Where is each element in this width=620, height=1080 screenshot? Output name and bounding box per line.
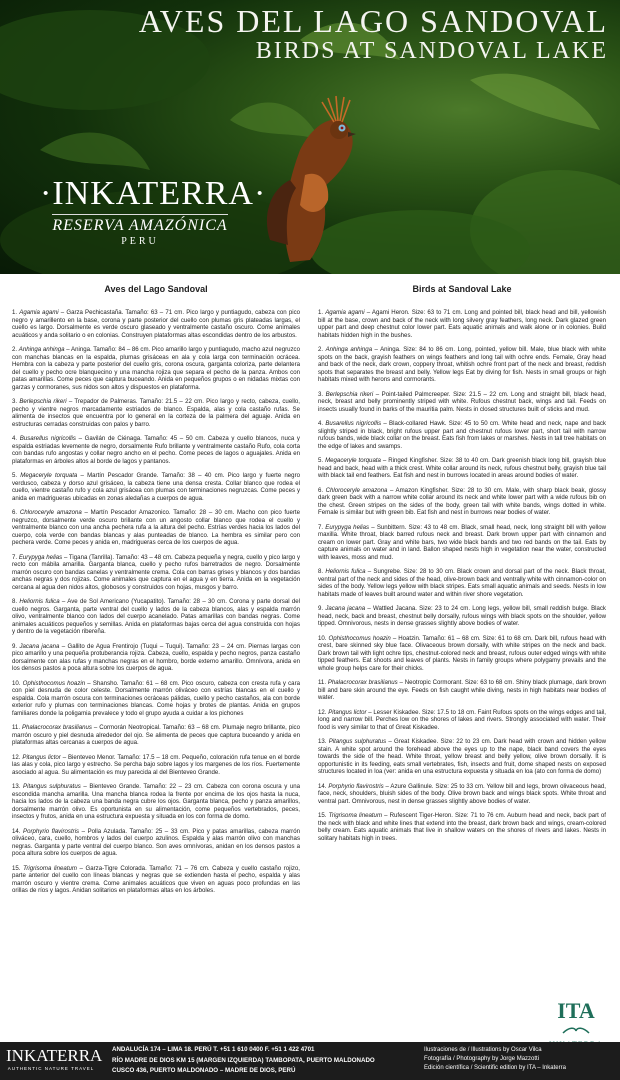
species-scientific-name: Anhinga anhinga [325, 346, 373, 353]
spanish-column [12, 284, 300, 902]
species-scientific-name: Pitangus sulphuratus [328, 738, 387, 745]
entry-number: 3. [318, 390, 324, 398]
hero-photo [0, 0, 620, 274]
species-description: – Bienteveo Menor. Tamaño: 17.5 – 18 cm. Pequeño, coloración rufa tenue en el borde las alas y cola, pico largo y estrecho. Se percha bajo sobre lagos y los margenes de los ríos. Fuertemente asociado al agua. Su alimentación es muy parecida al del Bienteveo Grande. [12, 753, 300, 776]
bird-entry [12, 783, 300, 821]
species-scientific-name: Trigrisoma lineatum [23, 864, 77, 872]
species-scientific-name: Agamia agami [325, 309, 365, 316]
species-scientific-name: Chloroceryle amazona [19, 509, 82, 516]
species-scientific-name: Agamia agami [19, 309, 59, 316]
species-scientific-name: Megaceryle torquata [20, 472, 78, 479]
species-description: – Sungrebe. Size: 28 to 30 cm. Black crown and dorsal part of the neck. Black throat, ventral part of the neck and sides of the head, olive-brown back and ventrally white with cinnamon-color on sides of the body. Yellow legs yellow with black stripes. Eats small aquatic animals and seeds. Nests in low habitats made of leaves built around water and within river shore vegetation. [318, 568, 606, 598]
entry-number: 13. [318, 738, 327, 745]
credit-line: Fotografía / Photography by Jorge Mazzotti [424, 1056, 540, 1062]
bird-entry [318, 738, 606, 776]
bird-entry [12, 398, 300, 428]
footer-credits [424, 1046, 614, 1073]
bird-entry [12, 554, 300, 592]
entry-number: 11. [12, 724, 21, 731]
species-description: – Hoatzin. Tamaño: 61 – 68 cm. Size: 61 to 68 cm. Dark bill, rufous head with crest, bare skinned sky blue face. Olivaceous brown dorsally, with white stripes on the neck and back. Dark brown tail with light ochre tips, chestnut-colored neck and breast, rufous outer edged wings with white tipped feathers. Eat shoots and leaves of plants. Nests in family groups where polygamy prevails and the whole group helps care for their chicks. [318, 634, 606, 672]
title-spanish: AVES DEL LAGO SANDOVAL [138, 3, 608, 39]
spanish-entries [12, 309, 300, 895]
spanish-heading: Aves del Lago Sandoval [104, 284, 208, 294]
species-description: – Bienteveo Grande. Tamaño: 22 – 23 cm. Cabeza con corona oscura y una escondida mancha amarilla. Una mancha blanca rodea la frente por encima de los ojos hasta la nuca, hacia los lados de la cabeza una banda negra cubre los ojos. Garganta blanca, pecho y panza amarillos, dorsalmente marrón olivo. Es oportunista en su alimentación, come pequeños vertebrados, peces, insectos y frutos, anida en una estructura expuesta y situada en los con forma de domo. [12, 783, 301, 820]
species-description: – Polla Azulada. Tamaño: 25 – 33 cm. Pico y patas amarillas, cabeza marrón oliváceo, cara, cuello, hombros y lados del cuerpo azulinos. Espalda y alas marrón olivo con manchas negras. Garganta y parte ventral del cuerpo blanco. Son aves omnívoras, anidan en los densos pastos a poca altura sobre los cuerpos de agua. [12, 827, 300, 857]
species-scientific-name: Jacana jacana [19, 642, 60, 650]
species-description: – Shansho. Tamaño: 61 – 68 cm. Pico oscuro, cabeza con cresta rufa y cara con piel desnuda de color celeste. Dorsalmente marrón oliváceo con estrías blancas en el cuello y espalda. Cola marrón oscura con terminaciones ocráceas pálidas, cuello y pecho castaños, ala con borde exterior rufo y plumas con terminaciones blancas. Come hojas y brotes de plantas. Anida en grupos familiares donde la poligamia prevalece y todo el grupo ayuda a cuidar a los pichones [12, 679, 300, 717]
species-scientific-name: Phalacrocorax brasilianus [327, 679, 398, 686]
species-scientific-name: Megaceryle torquata [325, 457, 381, 464]
species-scientific-name: Berlepschia rikeri [19, 398, 67, 405]
species-description: – Neotropic Cormorant. Size: 63 to 68 cm. Shiny black plumage, dark brown bill and bare skin around the eye. Feeds on fish caught while diving, nests in high habitats near bodies of water. [318, 679, 606, 701]
species-description: – Trepador de Palmeras. Tamaño: 21.5 – 22 cm. Pico largo y recto, cabeza, cuello, pecho y vientre negros marcadamente estriados de blanco. Espalda, alas y cola castaño rufas. Se alimenta de insectos que encuentra por lo general en la corteza de la palmera del aguaje. Anida en estructuras cerradas construidas con palos y barro. [12, 398, 300, 428]
species-description: – Garza Pechicastaña. Tamaño: 63 – 71 cm. Pico largo y puntiagudo, cabeza con pico negro y amarillento en la base, corona y parte posterior del cuello con plumas gris plateadas largas, el cuello es largo. Dorsalmente es verde oscuro glaseado y ventralmente castaño oscuro. Come animales acuáticos y anda solitario o en colonias. Construyen plataformas altas escondidas dentro de los arbustos. [12, 309, 301, 339]
entry-number: 10. [12, 679, 21, 687]
entry-number: 2. [318, 346, 324, 353]
bird-entry [12, 724, 300, 747]
species-description: – Tigana (Tanrilla). Tamaño: 43 – 48 cm. Cabeza pequeña y negra, cuello y pico largo y recto con mábila amarilla. Garganta blanca, cuello y pecho rufos barretrados de negro. Dorsalmente marrón oscuro con bandas canelas y ventralmente crema. Cola con barras grises y blancos y dos bandas anchas negras y dos rojizas. Come animales que captura en el agua y en tierra. Anida en la vegetación cercana al agua den nidos altos, globosos y construidos con hojas, musgos y barro. [12, 553, 301, 591]
entry-number: 14. [12, 827, 21, 835]
species-scientific-name: Heliornis fulica [325, 568, 366, 575]
bird-entry [318, 568, 606, 598]
species-scientific-name: Eurypyga helias [325, 523, 370, 531]
entry-number: 15. [318, 812, 327, 819]
entry-number: 7. [12, 553, 18, 561]
entry-number: 4. [318, 420, 324, 427]
footer-logo-tagline: AUTHENTIC NATURE TRAVEL [7, 1066, 95, 1071]
species-description: – Ringed Kingfisher. Size: 38 to 40 cm. Dark greenish black long bill, grayish blue head and back, head with a thick crest. White collar around its neck, rufous chestnut belly, grayish blue tail with black tail end feathers. Eat fish and nest in burrows located in areas around bodies of water. [318, 457, 606, 479]
footer-logo-name: INKATERRA [6, 1046, 103, 1065]
entry-number: 6. [12, 509, 18, 516]
inkaterra-brand-logo [40, 175, 267, 247]
entry-number: 11. [318, 679, 327, 686]
entry-number: 10. [318, 634, 327, 642]
bird-entry [318, 487, 606, 517]
credit-line: Ilustraciones de / Illustrations by Oscar Vilca [424, 1047, 542, 1053]
entry-number: 5. [318, 457, 324, 464]
species-scientific-name: Chloroceryle amazona [325, 486, 388, 494]
species-scientific-name: Pitangus lictor [22, 753, 61, 761]
bird-entry [12, 509, 300, 547]
title-english: BIRDS AT SANDOVAL LAKE [255, 38, 608, 64]
ita-bird-icon [561, 1025, 591, 1035]
species-description: – Martín Pescador Grande. Tamaño: 38 – 40 cm. Pico largo y fuerte negro verdusco, cabeza y dorso azul grisáceo, la cabeza tiene una densa cresta. Collar blanco que rodea el cuello, vientre castaño rufo y cola azul grisácea con plumas con terminaciones negruzcas. Come peces y anida en madrigueras ubicadas en zonas aledañas a cuerpos de agua. [12, 472, 300, 502]
entry-number: 5. [12, 472, 18, 479]
address-line: ANDALUCÍA 174 – LIMA 18. PERÚ T. +51 1 610 0400 F. +51 1 422 4701 [112, 1046, 315, 1053]
species-description: – Aninga. Tamaño: 84 – 86 cm. Pico amarillo largo y puntiagudo, macho azul negruzco con manchas blancas en la espalda, plumas grisáceas en ala y cola larga con terminación ocrácea. Hembra con la cabeza y parte posterior del cuello gris, corona oscura, garganta coloriza, parte delantera del cuello y pecho ocre blanquecino y una mancha rojiza que separa el pecho de la panza. Ambos con patas amarillas. Come peces que captura buceando. Anida en pequeños grupos o en nidadas mixtas con garzas y cormoranes, sus nidos son altos y dispuestos en plataforma. [12, 346, 300, 391]
bird-entry [318, 635, 606, 673]
entry-number: 15. [12, 864, 21, 872]
ita-name: ITA [557, 998, 595, 1023]
footer-bar [0, 1042, 620, 1080]
bird-entry [12, 598, 300, 636]
species-scientific-name: Berlepschia rikeri [325, 390, 374, 398]
bird-entry [12, 643, 300, 673]
english-heading: Birds at Sandoval Lake [412, 284, 512, 294]
species-scientific-name: Ophisthocomus hoazin [328, 634, 391, 642]
bird-entry [12, 828, 300, 858]
species-scientific-name: Porphyrio flavirostris [328, 782, 384, 790]
species-description: – Black-collared Hawk. Size: 45 to 50 cm. White head and neck, nape and back slightly striped in black, bright rufous upper part and chestnut rufous lower part, short tail with narrow rufous bands, wide black collar on the breast. Eats fish from lakes or marshes. Nests in tall tree habitats on the edge of lakes and swamps. [318, 420, 606, 450]
entry-number: 9. [12, 642, 18, 650]
species-scientific-name: Busarellus nigricollis [19, 435, 76, 442]
species-scientific-name: Porphyrio flavirostris [23, 827, 80, 835]
credit-line: Edición científica / Scientific edition by ITA – Inkaterra [424, 1065, 566, 1071]
species-scientific-name: Phalacrocorax brasilianus [21, 724, 92, 731]
species-description: – Cormorán Neotropical. Tamaño: 63 – 68 cm. Plumaje negro brillante, pico marrón oscuro y piel desnuda alrededor del ojo. Se alimenta de peces que captura buceando y anida en plataformas altas cercanas a cuerpos de agua. [12, 724, 300, 746]
species-description: – Ave de Sol Americano (Yucapatito). Tamaño: 28 – 30 cm. Corona y parte dorsal del cuello negros. Garganta, parte ventral del cuello y lados de la cabeza blancos, alas y espalda marrón olivo, ventralmente blanco con lados del cuerpo acanelado. Patas amarillas con bandas negras. Come animales acuáticos pequeños y semillas. Anida en plataformas bajas cerca del agua construida con hojas y dentro de la vegetación ribereña. [12, 598, 301, 635]
species-scientific-name: Heliornis fulica [19, 598, 60, 605]
bird-entry [12, 754, 300, 777]
species-description: – Amazon Kingfisher. Size: 28 to 30 cm. Male, with sharp black beak, glossy dark green back with a narrow white collar around its neck and white lower part with a wide rufous bib on the chest. Green stripes on the sides of the body, green tail with white bands, wings dotted in white. Female is similar but with green bib. Eat fish and nest in burrows near bodies of water. [318, 486, 607, 516]
species-description: – Azure Gallinule. Size: 25 to 33 cm. Yellow bill and legs, brown olivaceous head, face, neck, shoulders, bluish sides of the body. Olive brown back and wings black spots. White throat and ventral part. Omnivorous, nest in dense grasses slightly above bodies of water. [318, 782, 606, 805]
species-description: – Point-tailed Palmcreeper. Size: 21.5 – 22 cm. Long and straight bill, black head, neck, breast and belly prominently striped with white. Rufous chestnut back, wings and tail. Feeds on insects usually found in barks of the mauritia palm. Nests in closed structures built of sticks and mud. [318, 390, 606, 413]
species-scientific-name: Ophisthocomus hoazin [22, 679, 86, 687]
bird-entry [318, 709, 606, 732]
species-scientific-name: Anhinga anhinga [18, 346, 65, 353]
species-description: – Agami Heron. Size: 63 to 71 cm. Long and pointed bill, black head and bill, yellowish bill at the base, crown and back of the neck with long silvery gray feathers, long neck. Dark glazed green upper part and deep chestnut color lower part. Eats aquatic animals and walk alone or in colonies. Build habitats hidden high in the bushes. [318, 309, 606, 339]
entry-number: 6. [318, 486, 324, 494]
species-scientific-name: Eurypyga helias [18, 553, 63, 561]
bird-entry [12, 435, 300, 465]
species-description: – Rufescent Tiger-Heron. Size: 71 to 76 cm. Auburn head and neck, back part of the neck with black and white lines that extend into the breast, dark brown back and wings, cream-colored belly cream. Eats aquatic animals that live in shallow waters on the shores of rivers and lakes. Nests in solitary habitats high in trees. [318, 812, 606, 842]
species-description: – Lesser Kiskadee. Size: 17.5 to 18 cm. Faint Rufous spots on the wings edges and tail, long and narrow bill. Perches low on the shores of lakes and rivers. Strongly associated with water. Their food is very similar to that of Great Kiskadee. [318, 708, 606, 731]
species-description: – Wattled Jacana. Size: 23 to 24 cm. Long legs, yellow bill, small reddish bulge. Black head, neck, back and breast, chestnut belly dorsally, rufous wings with black spots on the shoulder, yellow tipped. Omnivorous, nests in dense grasses slightly above bodies of water. [318, 605, 606, 627]
bird-entry [318, 524, 606, 562]
entry-number: 3. [12, 398, 18, 405]
species-description: – Gallito de Agua Frentirojo (Tuqui – Tuqui). Tamaño: 23 – 24 cm. Piernas largas con pico amarillo y una pequeña protuberancia rojiza. Cabeza, cuello, espalda y pecho negros, panza castaño dorsalmente con alas rufas y manchas negras en el hombro, borde externo amarillo. Omnívora, anida en los densos pastos a poca altura sobre los cuerpos de agua. [12, 642, 300, 672]
footer-address [112, 1045, 382, 1077]
footer-logo [6, 1046, 103, 1071]
species-description: – Garza-Tigre Colorada. Tamaño: 71 – 76 cm. Cabeza y cuello castaño rojizo, parte anterior del cuello con líneas blancas y negras que se extienden hasta el pecho, espalda y alas marrón oscuro y vientre crema. Come animales acuáticos que viven en aguas poco profundas en las orillas de ríos y lagos. Anidan solitarios en plataformas altas en los árboles. [12, 864, 300, 894]
bird-entry [12, 680, 300, 718]
species-description: – Sunbittern. Size: 43 to 48 cm. Black, small head, neck, long straight bill with yellow maxilla. White throat, black barred rufous neck and breast. Dark brown upper part with cinnamon and cream on lower part. Gray and white bars, two wide black bands and two red bands on the tail. Eats by capture animals on water and in land. Ballon shaped nests high in vegetation near the water, constructed with leaves, moss and mud. [318, 523, 606, 561]
species-description: – Great Kiskadee. Size: 22 to 23 cm. Dark head with crown and hidden yellow stain. A white spot around the forehead above the eyes up to the nape, black band covers the eyes towards the side of the head. White throat, yellow breast and belly yellow, olive brown dorsally. It is opportunistic in its feeding, eats small vertebrates, fish, insects and fruit, dome shaped nests on exposed structures located in loa (ver: anida en una estructura expuesta y situada en loa (ato con forma de domo) [318, 738, 606, 775]
species-scientific-name: Pitangus lictor [328, 708, 367, 716]
address-line: RÍO MADRE DE DIOS KM 15 (MARGEN IZQUIERDA) TAMBOPATA, PUERTO MALDONADO [112, 1056, 375, 1064]
species-scientific-name: Pitangus sulphuratus [23, 783, 81, 790]
bird-entry [318, 812, 606, 842]
entry-number: 8. [12, 598, 18, 605]
entry-number: 8. [318, 568, 324, 575]
brand-country: PERU [121, 236, 159, 247]
entry-number: 14. [318, 782, 327, 790]
bird-entry [12, 346, 300, 391]
bird-entry [318, 457, 606, 480]
entry-number: 1. [12, 309, 18, 316]
brand-name: ·INKATERRA· [40, 175, 267, 212]
species-scientific-name: Jacana jacana [325, 605, 366, 612]
species-scientific-name: Busarellus nigricollis [325, 420, 382, 427]
species-description: – Martín Pescador Amazonico. Tamaño: 28 – 30 cm. Macho con pico fuerte negruzco, dorsalmente verde oscuro brillante con un angosto collar blanco que rodea el cuello y ventralmente blanco con una ancha pechera rufa a la altura del pecho. Estrías verdes hacia los lados del cuerpo, cola verde con bandas blancas y alas punteadas de blanco. La hembra es similar pero con pechera verde. Come peces y anida en, madrigueras cerca de los cuerpos de agua. [12, 509, 301, 546]
bird-entry [12, 309, 300, 339]
bird-entry [318, 679, 606, 702]
species-description: – Gavilán de Ciénaga. Tamaño: 45 – 50 cm. Cabeza y cuello blancos, nuca y espalda estriadas levemente de negro, dorsalmente Rufo brillante y ventralmente castaño Rufo, cola corta con bandas rufo angostas y collar negro ancho en el pecho. Come peces de lagos o aguajales. Anida en plataformas en árboles altos al borde de lagos y pantanos. [12, 435, 300, 465]
bird-entry [318, 391, 606, 414]
entry-number: 12. [12, 753, 21, 761]
entry-number: 1. [318, 309, 324, 316]
bird-entry [12, 472, 300, 502]
entry-number: 2. [12, 346, 18, 353]
entry-number: 9. [318, 605, 324, 612]
entry-number: 13. [12, 783, 21, 790]
bird-entry [318, 346, 606, 384]
brand-subtitle: RESERVA AMAZÓNICA [52, 214, 227, 235]
bird-entry [318, 783, 606, 806]
address-line: CUSCO 436, PUERTO MALDONADO – MADRE DE DIOS, PERÚ [112, 1067, 296, 1074]
entry-number: 7. [318, 523, 324, 531]
species-scientific-name: Trigrisoma lineatum [328, 812, 383, 819]
entry-number: 12. [318, 708, 327, 716]
bird-entry [318, 420, 606, 450]
entry-number: 4. [12, 435, 18, 442]
english-entries [318, 309, 606, 842]
species-description: – Aninga. Size: 84 to 86 cm. Long, pointed, yellow bill. Male, blue black with white spots on the back, grayish feathers on wings feathers and long tail with ochre ends. Female, Gray head and back of the neck, dark crown, coppery throat, whitish ochre front part of the neck and breast, reddish spots that separates the breast and belly. Yellow legs Eat by diving for fish. Nests in small groups or high habitats mixed with herons and cormorants. [318, 346, 606, 383]
english-column [318, 284, 606, 849]
bird-entry [12, 865, 300, 895]
bird-entry [318, 309, 606, 339]
bird-entry [318, 605, 606, 628]
